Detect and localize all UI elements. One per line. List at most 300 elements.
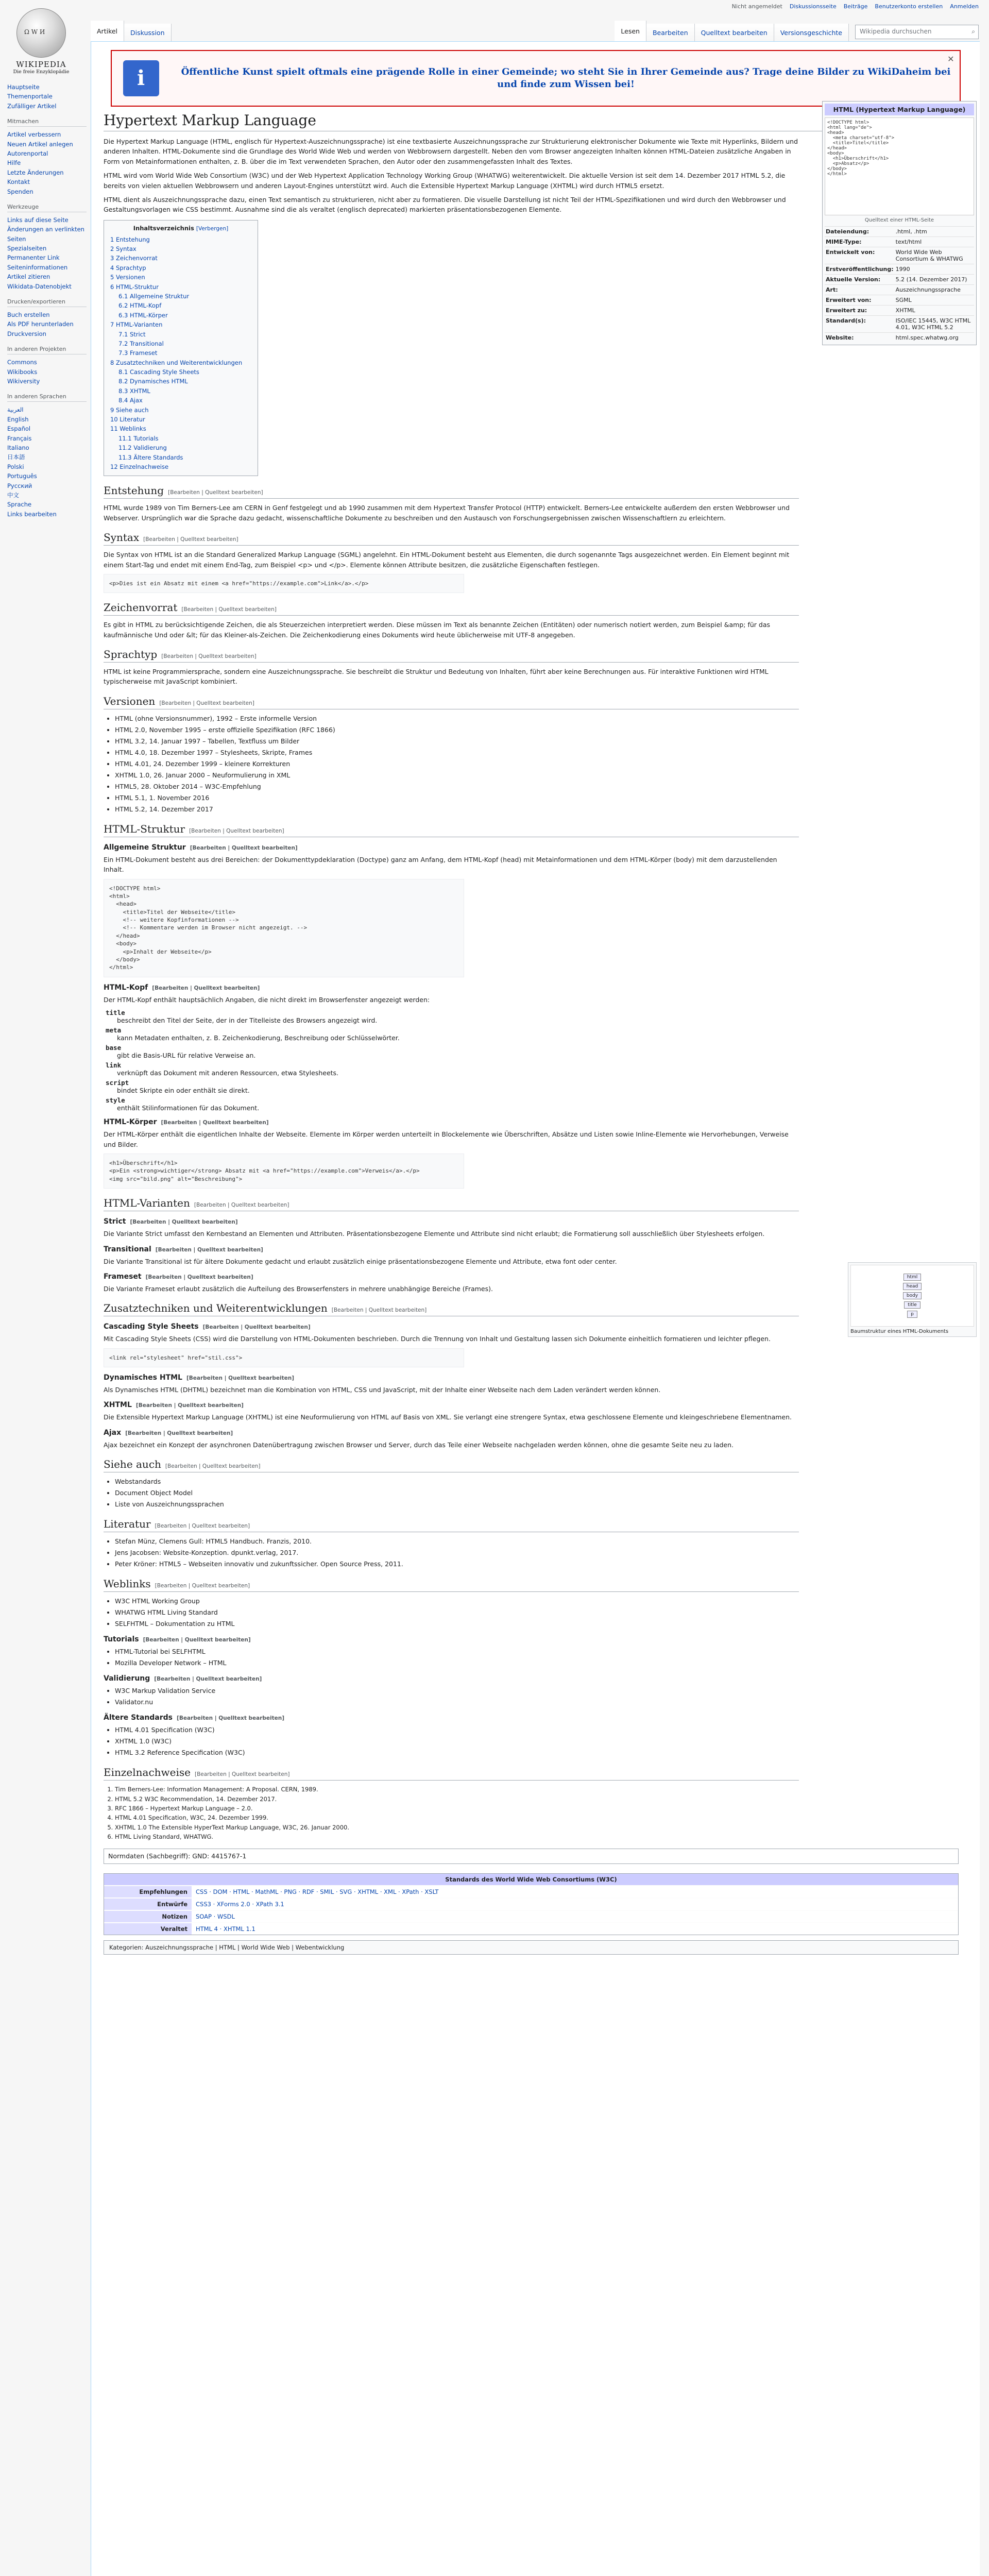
edit-section-link[interactable]: [Bearbeiten | Quelltext bearbeiten] bbox=[152, 985, 260, 991]
infobox bbox=[822, 101, 977, 345]
navbox-group: Empfehlungen bbox=[104, 1886, 192, 1897]
paragraph: Mit Cascading Style Sheets (CSS) wird die Darstellung von HTML-Dokumenten beschrieben. Durch die Trennung von Inhalt und Gestaltung lassen sich Dokumente einheitlich formatieren und leichter pflegen. bbox=[104, 1335, 771, 1343]
infobox-value[interactable]: SGML bbox=[895, 295, 974, 306]
toc-item[interactable]: 4 Sprachtyp bbox=[110, 264, 146, 272]
navbox bbox=[104, 1873, 959, 1935]
edit-section-link[interactable]: [Bearbeiten | Quelltext bearbeiten] bbox=[125, 1430, 233, 1436]
sidebar-link[interactable]: Als PDF herunterladen bbox=[7, 320, 74, 328]
paragraph: Die Variante Strict umfasst den Kernbestand an Elementen und Attributen. Präsentationsbezogene Elemente und Attribute sind nicht erlaubt; die Formatierung soll ausschließlich über Stylesheets erfolgen. bbox=[104, 1230, 765, 1238]
sidebar-item[interactable] bbox=[7, 310, 91, 319]
sidebar-heading: Werkzeuge bbox=[7, 204, 87, 212]
bullet-list bbox=[115, 1536, 799, 1569]
sidebar-item[interactable] bbox=[7, 225, 91, 244]
sidebar-link[interactable]: العربية bbox=[7, 406, 24, 414]
infobox-row bbox=[825, 295, 974, 306]
navbox-group: Entwürfe bbox=[104, 1899, 192, 1910]
lead-paragraph: HTML wird vom World Wide Web Consortium (W3C) und der Web Hypertext Application Technology Working Group (WHATWG) weiterentwickelt. Die aktuelle Version ist seit dem 14. Dezember 2017 HTML 5.2, die bereits von vielen aktuellen Webbrowsern und anderen Layout-Engines unterstützt wird. Auch die Extensible Hypertext Markup Language (XHTML) wird durch HTML5 ersetzt. bbox=[104, 172, 786, 190]
edit-section-link[interactable]: [Bearbeiten | Quelltext bearbeiten] bbox=[331, 1307, 427, 1314]
sidebar-item[interactable] bbox=[7, 452, 91, 462]
list-item[interactable]: • W3C Markup Validation Service bbox=[115, 1686, 799, 1696]
tab-1[interactable]: Diskussion bbox=[124, 24, 171, 41]
sidebar-link[interactable]: Druckversion bbox=[7, 330, 46, 337]
edit-section-link[interactable]: [Bearbeiten | Quelltext bearbeiten] bbox=[145, 1274, 253, 1280]
list-item[interactable]: • XHTML 1.0 (W3C) bbox=[115, 1736, 799, 1747]
search-icon[interactable]: ⌕ bbox=[971, 28, 975, 35]
sidebar-item[interactable] bbox=[7, 282, 91, 291]
infobox-value[interactable]: Auszeichnungssprache bbox=[895, 285, 974, 295]
infobox-row bbox=[825, 247, 974, 264]
section-heading bbox=[104, 1197, 799, 1211]
heading-text: Entstehung bbox=[104, 484, 164, 497]
sidebar-item[interactable] bbox=[7, 177, 91, 187]
infobox-row bbox=[825, 306, 974, 316]
dom-node: title bbox=[904, 1301, 920, 1309]
toc-item[interactable]: 8.4 Ajax bbox=[118, 397, 143, 404]
paragraph: Die Variante Transitional ist für ältere Dokumente gedacht und erlaubt zusätzlich einige präsentationsbezogene Elemente und Attribute, etwa font oder center. bbox=[104, 1257, 617, 1265]
dom-tree-figure bbox=[848, 1262, 977, 1337]
toc-item[interactable]: 11.2 Validierung bbox=[118, 444, 167, 452]
edit-section-link[interactable]: [Bearbeiten | Quelltext bearbeiten] bbox=[159, 700, 254, 706]
list-item[interactable]: • SELFHTML – Dokumentation zu HTML bbox=[115, 1619, 799, 1629]
sidebar-link[interactable]: Links auf diese Seite bbox=[7, 216, 69, 224]
edit-section-link[interactable]: [Bearbeiten | Quelltext bearbeiten] bbox=[190, 844, 298, 851]
navbox-links[interactable]: HTML 4 · XHTML 1.1 bbox=[192, 1923, 958, 1935]
list-item[interactable]: • HTML 4.01 Specification (W3C) bbox=[115, 1725, 799, 1735]
article-lead bbox=[104, 137, 799, 215]
list-item[interactable]: • HTML 3.2 Reference Specification (W3C) bbox=[115, 1748, 799, 1758]
infobox-table bbox=[825, 226, 974, 343]
infobox-row bbox=[825, 275, 974, 285]
toc-item[interactable]: 7.2 Transitional bbox=[118, 340, 164, 347]
sidebar-item[interactable] bbox=[7, 471, 91, 481]
sidebar-item[interactable] bbox=[7, 443, 91, 452]
paragraph: Die Extensible Hypertext Markup Language (XHTML) ist eine Neuformulierung von HTML auf Basis von XML. Sie verlangt eine strengere Syntax, etwa geschlossene Elemente und kleingeschriebene Elementnamen. bbox=[104, 1413, 792, 1421]
bullet-list bbox=[115, 1477, 799, 1510]
sidebar-item[interactable] bbox=[7, 319, 91, 329]
view-tab-1[interactable]: Bearbeiten bbox=[646, 24, 695, 41]
definition-desc: kann Metadaten enthalten, z. B. Zeichenkodierung, Beschreibung oder Schlüsselwörter. bbox=[117, 1034, 400, 1042]
personal-link[interactable]: Beiträge bbox=[843, 3, 868, 10]
personal-link[interactable]: Diskussionsseite bbox=[789, 3, 837, 10]
sidebar-item[interactable] bbox=[7, 481, 91, 490]
infobox-key: Art: bbox=[825, 285, 895, 295]
infobox-value[interactable]: 1990 bbox=[895, 264, 974, 275]
heading-text: Ajax bbox=[104, 1428, 122, 1437]
sidebar-link[interactable]: Português bbox=[7, 472, 37, 480]
toc-toggle[interactable]: [Verbergen] bbox=[196, 225, 229, 232]
list-item[interactable]: • Webstandards bbox=[115, 1477, 799, 1487]
sidebar-item[interactable] bbox=[7, 272, 91, 281]
infobox-caption: Quelltext einer HTML-Seite bbox=[864, 217, 934, 223]
list-item[interactable]: • HTML 5.2, 14. Dezember 2017 bbox=[115, 804, 799, 815]
list-item[interactable]: • HTML 4.01, 24. Dezember 1999 – kleinere Korrekturen bbox=[115, 759, 799, 769]
sidebar-item[interactable] bbox=[7, 434, 91, 443]
list-item[interactable]: • W3C HTML Working Group bbox=[115, 1596, 799, 1606]
sidebar-link[interactable]: Artikel zitieren bbox=[7, 273, 50, 281]
reference-list bbox=[115, 1785, 799, 1841]
edit-section-link[interactable]: [Bearbeiten | Quelltext bearbeiten] bbox=[186, 1375, 295, 1382]
sidebar bbox=[0, 82, 91, 526]
infobox-key: Standard(s): bbox=[825, 316, 895, 333]
sidebar-portlet bbox=[7, 82, 91, 111]
toc-item[interactable]: 9 Siehe auch bbox=[110, 406, 149, 414]
navbox-group: Veraltet bbox=[104, 1923, 192, 1935]
sidebar-item[interactable] bbox=[7, 101, 91, 111]
section-heading bbox=[104, 531, 799, 546]
edit-section-link[interactable]: [Bearbeiten | Quelltext bearbeiten] bbox=[202, 1324, 311, 1331]
toc-item[interactable]: 8.1 Cascading Style Sheets bbox=[118, 368, 199, 376]
sidebar-link[interactable]: Hauptseite bbox=[7, 83, 40, 91]
toc-item[interactable]: 6 HTML-Struktur bbox=[110, 283, 159, 291]
wikipedia-globe-icon bbox=[16, 8, 66, 58]
infobox-value[interactable]: ISO/IEC 15445, W3C HTML 4.01, W3C HTML 5.2 bbox=[895, 316, 974, 333]
infobox-value[interactable]: XHTML bbox=[895, 306, 974, 316]
reference-item[interactable]: 2. HTML 5.2 W3C Recommendation, 14. Dezember 2017. bbox=[115, 1794, 799, 1804]
edit-section-link[interactable]: [Bearbeiten | Quelltext bearbeiten] bbox=[143, 536, 238, 543]
section-heading bbox=[104, 648, 799, 663]
definition-list bbox=[106, 1009, 799, 1112]
sidebar-link[interactable]: Artikel verbessern bbox=[7, 131, 61, 139]
heading-text: HTML-Kopf bbox=[104, 983, 148, 992]
list-item[interactable]: • HTML 5.1, 1. November 2016 bbox=[115, 793, 799, 803]
edit-section-link[interactable]: [Bearbeiten | Quelltext bearbeiten] bbox=[168, 489, 263, 496]
heading-text: Sprachtyp bbox=[104, 648, 158, 661]
heading-text: XHTML bbox=[104, 1401, 132, 1410]
sidebar-item[interactable] bbox=[7, 140, 91, 149]
toc-item[interactable]: 8.3 XHTML bbox=[118, 387, 150, 395]
sidebar-link[interactable]: Русский bbox=[7, 482, 32, 489]
search-input[interactable] bbox=[855, 25, 979, 39]
sidebar-link[interactable]: Spezialseiten bbox=[7, 245, 47, 252]
sidebar-item[interactable] bbox=[7, 263, 91, 272]
list-item[interactable]: • HTML 2.0, November 1995 – erste offizielle Spezifikation (RFC 1866) bbox=[115, 725, 799, 735]
heading-text: Transitional bbox=[104, 1245, 151, 1253]
toc-item[interactable]: 12 Einzelnachweise bbox=[110, 463, 169, 470]
section-heading bbox=[104, 823, 799, 837]
paragraph: Der HTML-Körper enthält die eigentlichen Inhalte der Webseite. Elemente im Körper werden unterteilt in Blockelemente wie Überschriften, Absätze und Listen sowie Inline-Elemente wie Hervorhebungen, Verweise und Bilder. bbox=[104, 1130, 789, 1148]
list-item[interactable]: • Jens Jacobsen: Website-Konzeption. dpunkt.verlag, 2017. bbox=[115, 1548, 799, 1558]
infobox-value[interactable]: html.spec.whatwg.org bbox=[895, 333, 974, 343]
subsection-heading bbox=[104, 1217, 799, 1226]
sidebar-item[interactable] bbox=[7, 244, 91, 253]
toc-item[interactable]: 11 Weblinks bbox=[110, 425, 146, 433]
edit-section-link[interactable]: [Bearbeiten | Quelltext bearbeiten] bbox=[155, 1583, 250, 1589]
sidebar-item[interactable] bbox=[7, 405, 91, 414]
personal-link[interactable]: Anmelden bbox=[950, 3, 979, 10]
section-heading bbox=[104, 695, 799, 709]
list-item[interactable]: • HTML 4.0, 18. Dezember 1997 – Stylesheets, Skripte, Frames bbox=[115, 748, 799, 758]
edit-section-link[interactable]: [Bearbeiten | Quelltext bearbeiten] bbox=[154, 1676, 262, 1683]
normdaten: Normdaten (Sachbegriff): GND: 4415767-1 bbox=[104, 1849, 959, 1863]
section-heading bbox=[104, 601, 799, 616]
heading-text: Siehe auch bbox=[104, 1458, 161, 1471]
definition-desc: enthält Stilinformationen für das Dokument. bbox=[117, 1104, 260, 1112]
sidebar-link[interactable]: Commons bbox=[7, 359, 37, 366]
view-tab-0[interactable]: Lesen bbox=[615, 21, 646, 41]
toc-item[interactable]: 7.1 Strict bbox=[118, 330, 146, 338]
page-title: Hypertext Markup Language bbox=[104, 112, 967, 131]
sidebar-item[interactable] bbox=[7, 130, 91, 139]
sidebar-item[interactable] bbox=[7, 187, 91, 196]
sidebar-link[interactable]: Seiteninformationen bbox=[7, 263, 68, 271]
table-of-contents bbox=[104, 220, 258, 477]
wikipedia-logo[interactable] bbox=[5, 5, 77, 77]
sidebar-link[interactable]: Spenden bbox=[7, 188, 33, 195]
infobox-value[interactable]: 5.2 (14. Dezember 2017) bbox=[895, 275, 974, 285]
sidebar-item[interactable] bbox=[7, 377, 91, 386]
subsection-heading bbox=[104, 1374, 799, 1382]
navbox-title[interactable]: Standards des World Wide Web Consortiums (W3C) bbox=[104, 1874, 958, 1885]
sidebar-link[interactable]: Autorenportal bbox=[7, 149, 48, 157]
site-notice-banner bbox=[111, 50, 961, 107]
info-icon: ℹ bbox=[123, 60, 159, 96]
heading-text: Versionen bbox=[104, 694, 156, 707]
subsection-heading bbox=[104, 843, 799, 852]
edit-section-link[interactable]: [Bearbeiten | Quelltext bearbeiten] bbox=[165, 1463, 261, 1470]
edit-section-link[interactable]: [Bearbeiten | Quelltext bearbeiten] bbox=[155, 1523, 250, 1530]
paragraph: Ajax bezeichnet ein Konzept der asynchronen Datenübertragung zwischen Browser und Server, durch das Teile einer Webseite nachgeladen werden können, ohne die gesamte Seite neu zu laden. bbox=[104, 1440, 734, 1449]
sidebar-portlet bbox=[7, 346, 91, 386]
sidebar-link[interactable]: Hilfe bbox=[7, 159, 21, 167]
subsection-heading bbox=[104, 1401, 799, 1409]
personal-tools bbox=[732, 3, 979, 10]
sidebar-link[interactable]: Wikibooks bbox=[7, 368, 38, 376]
sidebar-item[interactable] bbox=[7, 510, 91, 519]
paragraph: Die Variante Frameset erlaubt zusätzlich die Aufteilung des Browserfensters in mehrere unabhängige Bereiche (Frames). bbox=[104, 1284, 493, 1293]
sidebar-item[interactable] bbox=[7, 92, 91, 101]
reference-item[interactable]: 1. Tim Berners-Lee: Information Management: A Proposal. CERN, 1989. bbox=[115, 1785, 799, 1794]
sidebar-link[interactable]: 中文 bbox=[7, 491, 19, 499]
list-item[interactable]: • WHATWG HTML Living Standard bbox=[115, 1607, 799, 1618]
definition-term: style bbox=[106, 1096, 125, 1105]
heading-text: Tutorials bbox=[104, 1635, 139, 1644]
toc-item[interactable]: 2 Syntax bbox=[110, 245, 137, 253]
logo-wordmark: WIKIPEDIA bbox=[16, 60, 66, 69]
sidebar-item[interactable] bbox=[7, 490, 91, 500]
toc-item[interactable]: 7 HTML-Varianten bbox=[110, 321, 163, 329]
infobox-row bbox=[825, 227, 974, 237]
dom-node: p bbox=[907, 1311, 917, 1318]
list-item[interactable]: • Liste von Auszeichnungssprachen bbox=[115, 1499, 799, 1510]
sidebar-link[interactable]: 日本語 bbox=[7, 453, 25, 461]
sidebar-item[interactable] bbox=[7, 82, 91, 92]
bullet-list bbox=[115, 1686, 799, 1707]
edit-section-link[interactable]: [Bearbeiten | Quelltext bearbeiten] bbox=[130, 1219, 238, 1226]
list-item[interactable]: • HTML (ohne Versionsnummer), 1992 – Erste informelle Version bbox=[115, 714, 799, 724]
infobox-row bbox=[825, 316, 974, 333]
toc-item[interactable]: 1 Entstehung bbox=[110, 235, 150, 243]
section-heading bbox=[104, 484, 799, 499]
infobox-key: Aktuelle Version: bbox=[825, 275, 895, 285]
list-item[interactable]: • Mozilla Developer Network – HTML bbox=[115, 1658, 799, 1668]
navbox-links[interactable]: SOAP · WSDL bbox=[192, 1911, 958, 1922]
sidebar-item[interactable] bbox=[7, 500, 91, 509]
heading-text: Frameset bbox=[104, 1272, 142, 1281]
dom-tree-diagram[interactable] bbox=[850, 1265, 974, 1327]
sidebar-item[interactable] bbox=[7, 415, 91, 424]
dom-node: body bbox=[903, 1292, 922, 1299]
sidebar-link[interactable]: Neuen Artikel anlegen bbox=[7, 140, 73, 148]
sidebar-item[interactable] bbox=[7, 358, 91, 367]
sidebar-link[interactable]: Sprache bbox=[7, 501, 32, 509]
edit-section-link[interactable]: [Bearbeiten | Quelltext bearbeiten] bbox=[194, 1771, 290, 1778]
reference-item[interactable]: 3. RFC 1866 – Hypertext Markup Language – 2.0. bbox=[115, 1804, 799, 1813]
sidebar-portlet bbox=[7, 118, 91, 196]
navbox-row bbox=[104, 1922, 958, 1935]
view-tabs bbox=[615, 21, 979, 41]
bullet-list bbox=[115, 1647, 799, 1668]
sidebar-heading: Drucken/exportieren bbox=[7, 298, 87, 307]
sidebar-item[interactable] bbox=[7, 253, 91, 262]
subsection-heading bbox=[104, 1118, 799, 1126]
section-heading bbox=[104, 1578, 799, 1592]
dom-node: head bbox=[903, 1283, 922, 1290]
sidebar-link[interactable]: Italiano bbox=[7, 444, 29, 451]
sidebar-link[interactable]: Änderungen an verlinkten Seiten bbox=[7, 226, 84, 243]
edit-section-link[interactable]: [Bearbeiten | Quelltext bearbeiten] bbox=[177, 1715, 285, 1722]
list-item[interactable]: • Document Object Model bbox=[115, 1488, 799, 1498]
navbox-group: Notizen bbox=[104, 1911, 192, 1922]
paragraph: HTML wurde 1989 von Tim Berners-Lee am CERN in Genf festgelegt und ab 1990 zusammen mit dem Hypertext Transfer Protocol (HTTP) entwickelt. Berners-Lee entwickelte außerdem den ersten Webbrowser und Webserver. Ursprünglich war die Sprache dazu gedacht, wissenschaftliche Dokumente zu beschreiben und den Austausch von Forschungsergebnissen zwischen Wissenschaftlern zu erleichtern. bbox=[104, 504, 790, 522]
category-links[interactable]: Kategorien: Auszeichnungssprache | HTML | World Wide Web | Webentwicklung bbox=[104, 1940, 959, 1955]
sidebar-item[interactable] bbox=[7, 168, 91, 177]
paragraph: Ein HTML-Dokument besteht aus drei Bereichen: der Dokumenttypdeklaration (Doctype) ganz am Anfang, dem HTML-Kopf (head) mit Metainformationen und dem HTML-Körper (body) mit dem darzustellenden Inhalt. bbox=[104, 855, 777, 874]
infobox-key: Entwickelt von: bbox=[825, 247, 895, 264]
toc-item[interactable]: 6.2 HTML-Kopf bbox=[118, 302, 162, 310]
sidebar-portlet bbox=[7, 204, 91, 291]
heading-text: Literatur bbox=[104, 1518, 151, 1531]
toc-item[interactable]: 10 Literatur bbox=[110, 416, 145, 423]
infobox-key: Erweitert von: bbox=[825, 295, 895, 306]
list-item[interactable]: • HTML-Tutorial bei SELFHTML bbox=[115, 1647, 799, 1657]
subsection-heading bbox=[104, 1323, 799, 1331]
list-item[interactable]: • Stefan Münz, Clemens Gull: HTML5 Handbuch. Franzis, 2010. bbox=[115, 1536, 799, 1547]
heading-text: Ältere Standards bbox=[104, 1714, 173, 1722]
view-tab-2[interactable]: Quelltext bearbeiten bbox=[695, 24, 774, 41]
infobox-code-sample: <!DOCTYPE html> <html lang="de"> <head> <meta charset="utf-8"> <title>Titel</title> </head> <body> <h1>Überschrift</h1> <p>Absatz</p> </body> </html> bbox=[825, 117, 974, 215]
logo-tagline: Die freie Enzyklopädie bbox=[13, 69, 70, 75]
toc-item[interactable]: 3 Zeichenvorrat bbox=[110, 255, 158, 262]
infobox-title: HTML (Hypertext Markup Language) bbox=[825, 104, 974, 115]
navbox-links[interactable]: CSS · DOM · HTML · MathML · PNG · RDF · SMIL · SVG · XHTML · XML · XPath · XSLT bbox=[192, 1886, 958, 1897]
edit-section-link[interactable]: [Bearbeiten | Quelltext bearbeiten] bbox=[161, 1120, 269, 1126]
section-heading bbox=[104, 1518, 799, 1532]
infobox-row bbox=[825, 285, 974, 295]
sidebar-portlet bbox=[7, 298, 91, 338]
heading-text: Strict bbox=[104, 1217, 126, 1226]
sidebar-link[interactable]: Letzte Änderungen bbox=[7, 168, 64, 176]
close-icon[interactable]: ✕ bbox=[947, 54, 954, 64]
edit-section-link[interactable]: [Bearbeiten | Quelltext bearbeiten] bbox=[189, 827, 284, 834]
sidebar-portlet bbox=[7, 393, 91, 519]
toc-item[interactable]: 7.3 Frameset bbox=[118, 349, 158, 357]
edit-section-link[interactable]: [Bearbeiten | Quelltext bearbeiten] bbox=[161, 653, 257, 660]
list-item[interactable]: • HTML5, 28. Oktober 2014 – W3C-Empfehlung bbox=[115, 782, 799, 792]
sidebar-item[interactable] bbox=[7, 424, 91, 433]
edit-section-link[interactable]: [Bearbeiten | Quelltext bearbeiten] bbox=[143, 1637, 251, 1643]
subsection-heading bbox=[104, 1674, 799, 1683]
toc-item[interactable]: 8 Zusatztechniken und Weiterentwicklungen bbox=[110, 359, 243, 366]
toc-item[interactable]: 6.1 Allgemeine Struktur bbox=[118, 292, 190, 300]
navbox-links[interactable]: CSS3 · XForms 2.0 · XPath 3.1 bbox=[192, 1899, 958, 1910]
list-item[interactable]: • HTML 3.2, 14. Januar 1997 – Tabellen, Textfluss um Bilder bbox=[115, 736, 799, 747]
edit-section-link[interactable]: [Bearbeiten | Quelltext bearbeiten] bbox=[194, 1202, 289, 1209]
infobox-key: Dateiendung: bbox=[825, 227, 895, 237]
main-content bbox=[91, 41, 980, 2576]
definition-term: meta bbox=[106, 1026, 122, 1035]
heading-text: Weblinks bbox=[104, 1578, 151, 1590]
reference-item[interactable]: 6. HTML Living Standard, WHATWG. bbox=[115, 1832, 799, 1841]
toc-item[interactable]: 8.2 Dynamisches HTML bbox=[118, 378, 188, 385]
paragraph: Die Syntax von HTML ist an die Standard Generalized Markup Language (SGML) angelehnt. Ein HTML-Dokument besteht aus Elementen, die durch sogenannte Tags ausgezeichnet werden. Ein Element beginnt mit einem Start-Tag und endet mit einem End-Tag, zum Beispiel <p> und </p>. Elemente können Attribute besitzen, die zusätzliche Eigenschaften festlegen. bbox=[104, 551, 790, 569]
definition-desc: verknüpft das Dokument mit anderen Ressourcen, etwa Stylesheets. bbox=[117, 1069, 339, 1077]
toc-item[interactable]: 11.1 Tutorials bbox=[118, 434, 159, 442]
banner-text[interactable]: Öffentliche Kunst spielt oftmals eine prägende Rolle in einer Gemeinde; wo steht Sie in Ihrer Gemeinde aus? Trage deine Bilder zu WikiDaheim bei und finde zum Wissen bei! bbox=[181, 66, 951, 90]
sidebar-link[interactable]: Français bbox=[7, 434, 32, 442]
sidebar-item[interactable] bbox=[7, 215, 91, 225]
sidebar-link[interactable]: Links bearbeiten bbox=[7, 510, 57, 518]
personal-link[interactable]: Benutzerkonto erstellen bbox=[875, 3, 943, 10]
search-placeholder: Wikipedia durchsuchen bbox=[860, 28, 932, 35]
heading-text: Validierung bbox=[104, 1674, 150, 1683]
edit-section-link[interactable]: [Bearbeiten | Quelltext bearbeiten] bbox=[155, 1246, 263, 1253]
sidebar-item[interactable] bbox=[7, 329, 91, 338]
heading-text: Allgemeine Struktur bbox=[104, 843, 186, 852]
view-tab-3[interactable]: Versionsgeschichte bbox=[774, 24, 849, 41]
sidebar-item[interactable] bbox=[7, 158, 91, 167]
toc-item[interactable]: 6.3 HTML-Körper bbox=[118, 311, 168, 319]
heading-text: Cascading Style Sheets bbox=[104, 1323, 199, 1331]
navbox-row bbox=[104, 1885, 958, 1897]
navbox-row bbox=[104, 1910, 958, 1922]
sidebar-link[interactable]: Buch erstellen bbox=[7, 311, 50, 319]
toc-item[interactable]: 11.3 Ältere Standards bbox=[118, 453, 183, 461]
sidebar-link[interactable]: Polski bbox=[7, 463, 24, 470]
reference-item[interactable]: 4. HTML 4.01 Specification, W3C, 24. Dezember 1999. bbox=[115, 1813, 799, 1822]
sidebar-link[interactable]: Wikidata-Datenobjekt bbox=[7, 282, 72, 290]
sidebar-link[interactable]: English bbox=[7, 415, 29, 423]
tab-0[interactable]: Artikel bbox=[91, 21, 124, 41]
edit-section-link[interactable]: [Bearbeiten | Quelltext bearbeiten] bbox=[181, 606, 277, 613]
infobox-value[interactable]: .html, .htm bbox=[895, 227, 974, 237]
infobox-value[interactable]: text/html bbox=[895, 237, 974, 247]
infobox-key: Erweitert zu: bbox=[825, 306, 895, 316]
article-body bbox=[104, 484, 799, 1841]
list-item[interactable]: • Peter Kröner: HTML5 – Webseiten innovativ und zukunftssicher. Open Source Press, 2011. bbox=[115, 1559, 799, 1569]
edit-section-link[interactable]: [Bearbeiten | Quelltext bearbeiten] bbox=[135, 1402, 244, 1409]
infobox-value[interactable]: World Wide Web Consortium & WHATWG bbox=[895, 247, 974, 264]
sidebar-item[interactable] bbox=[7, 367, 91, 377]
sidebar-link[interactable]: Kontakt bbox=[7, 178, 30, 186]
top-bar bbox=[0, 0, 989, 21]
sidebar-item[interactable] bbox=[7, 462, 91, 471]
lead-paragraph: Die Hypertext Markup Language (HTML, englisch für Hypertext-Auszeichnungssprache) ist eine textbasierte Auszeichnungssprache zur Strukturierung elektronischer Dokumente wie Texte mit Hyperlinks, Bildern und anderen Inhalten. HTML-Dokumente sind die Grundlage des World Wide Web und werden von Webbrowsern dargestellt. Neben den vom Browser angezeigten Inhalten können HTML-Dateien zusätzliche Angaben in Form von Metainformationen enthalten, z. B. über die im Text verwendeten Sprachen, den Autor oder den zusammengefassten Inhalt des Textes. bbox=[104, 138, 798, 165]
toc-item[interactable]: 5 Versionen bbox=[110, 274, 145, 281]
personal-link: Nicht angemeldet bbox=[731, 3, 782, 10]
list-item[interactable]: • XHTML 1.0, 26. Januar 2000 – Neuformulierung in XML bbox=[115, 770, 799, 781]
sidebar-link[interactable]: Themenportale bbox=[7, 93, 53, 100]
subsection-heading bbox=[104, 1245, 799, 1253]
paragraph: Es gibt in HTML zu berücksichtigende Zeichen, die als Steuerzeichen interpretiert werden. Diese müssen im Text als benannte Zeichen (Entitäten) oder numerisch notiert werden, zum Beispiel &amp; für das kaufmännische Und oder &lt; für das Kleiner-als-Zeichen. Die Zeichenkodierung eines Dokuments wird heute üblicherweise mit UTF-8 angegeben. bbox=[104, 621, 770, 639]
list-item[interactable]: • Validator.nu bbox=[115, 1697, 799, 1707]
sidebar-link[interactable]: Wikiversity bbox=[7, 377, 40, 385]
reference-item[interactable]: 5. XHTML 1.0 The Extensible HyperText Markup Language, W3C, 26. Januar 2000. bbox=[115, 1823, 799, 1832]
sidebar-link[interactable]: Permanenter Link bbox=[7, 254, 60, 262]
sidebar-link[interactable]: Zufälliger Artikel bbox=[7, 102, 57, 110]
sidebar-link[interactable]: Español bbox=[7, 425, 31, 433]
navbox-row bbox=[104, 1897, 958, 1910]
sidebar-item[interactable] bbox=[7, 149, 91, 158]
